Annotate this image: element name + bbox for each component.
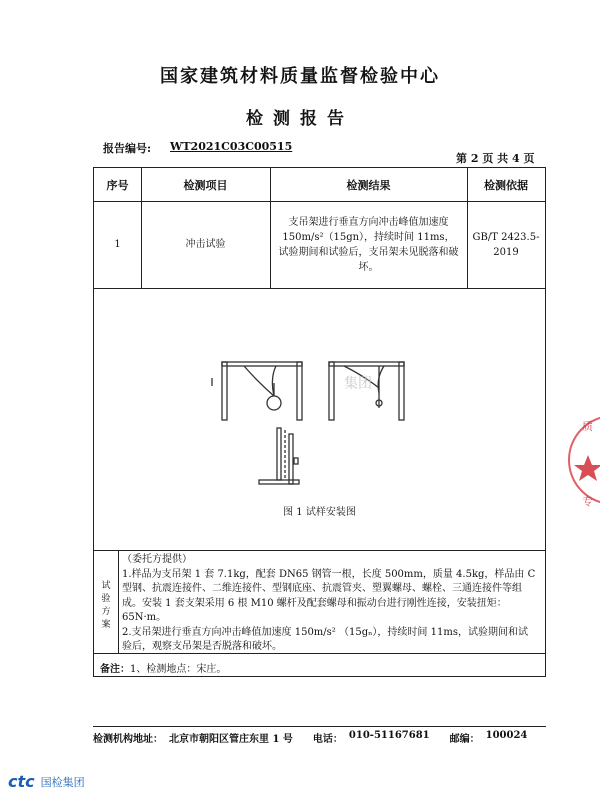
svg-text:专: 专: [582, 495, 593, 508]
table-divider: [94, 288, 545, 289]
column-header-basis: 检测依据: [484, 178, 528, 192]
remark-text: 1、检测地点：宋庄。: [130, 664, 227, 675]
specimen-installation-figure: [204, 348, 424, 498]
logo-name: 国检集团: [40, 775, 85, 789]
postcode: 100024: [485, 730, 528, 741]
red-seal-stamp: [568, 400, 600, 520]
test-plan-text: [122, 553, 537, 655]
page-indicator: 第 2 页 共 4 页: [456, 152, 535, 165]
client-note: （委托方提供）: [122, 554, 192, 565]
organization-title: 国家建筑材料质量监督检验中心: [160, 66, 440, 87]
test-result: 支吊架进行垂直方向冲击峰值加速度 150m/s²（15gn），持续时间 11ms，试验期间和试验后，支吊架未见脱落和破坏。: [278, 216, 459, 273]
report-number: WT2021C03C00515: [170, 140, 293, 153]
figure-caption: 图 1 试样安装图: [283, 507, 356, 518]
brand-logo: [8, 772, 85, 791]
logo-mark: ctc: [8, 772, 35, 791]
column-header-no: 序号: [106, 178, 129, 192]
report-table: [93, 167, 546, 677]
table-divider: [118, 550, 119, 653]
phone: 010-51167681: [348, 730, 430, 741]
footer: [93, 730, 546, 745]
test-plan-label: 试验方案: [101, 581, 111, 630]
footer-divider: [93, 726, 546, 727]
remark: [100, 660, 226, 675]
test-basis: GB/T 2423.5-2019: [472, 231, 540, 258]
figure-watermark: 集团: [344, 376, 372, 392]
test-item: 冲击试验: [185, 239, 226, 250]
document-title: 检测报告: [246, 109, 354, 129]
address: 北京市朝阳区管庄东里 1 号: [169, 734, 293, 745]
column-header-result: 检测结果: [346, 178, 391, 192]
phone-label: 电话：: [312, 734, 343, 745]
plan-item: 1.样品为支吊架 1 套 7.1kg，配套 DN65 钢管一根，长度 500mm，质量 4.5kg，样品由 C 型钢、抗震连接件、二维连接件、型钢底座、抗震管夹、塑翼螺母、螺栓、三通连接件等组成。安装 1 套支架采用 6 根 M10 螺杆及配套螺母和振动台进行刚性连接，安装扭矩：65N·m。: [122, 568, 536, 623]
svg-text:质: 质: [582, 420, 593, 433]
address-label: 检测机构地址：: [93, 734, 163, 745]
plan-item: 2.支吊架进行垂直方向冲击峰值加速度 150m/s² （15gₙ），持续时间 11ms，试验期间和试验后，观察支吊架是否脱落和破坏。: [122, 626, 528, 652]
report-number-label: 报告编号:: [103, 142, 152, 155]
table-divider: [94, 550, 545, 551]
column-header-item: 检测项目: [183, 178, 228, 192]
row-number: 1: [114, 239, 121, 250]
postcode-label: 邮编：: [449, 734, 480, 745]
remark-label: 备注：: [100, 664, 130, 675]
